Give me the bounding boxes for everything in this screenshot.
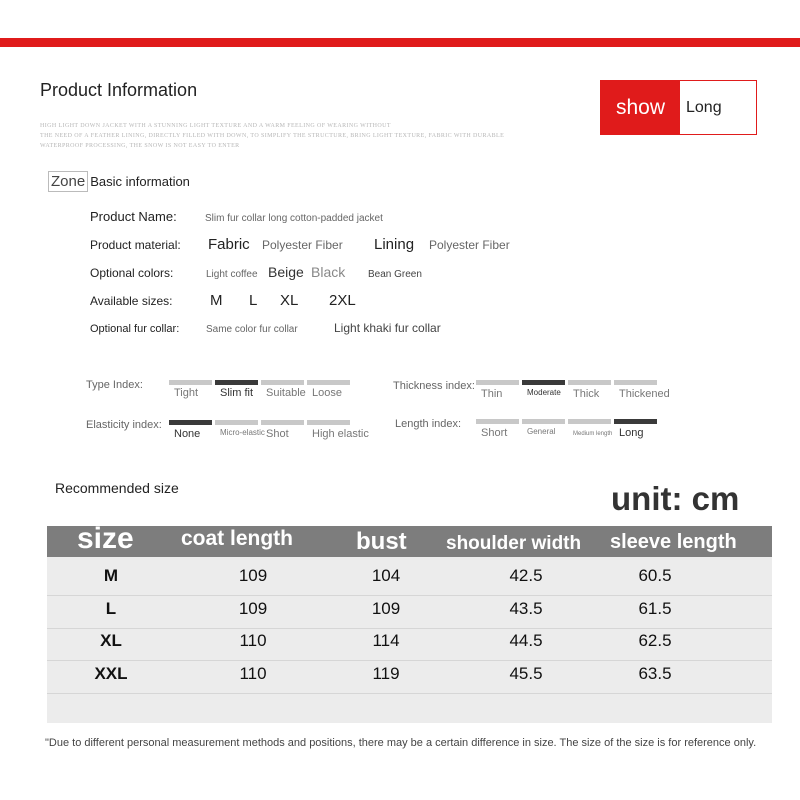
- elasticity-index-option: High elastic: [312, 428, 369, 440]
- product-name-label: Product Name:: [90, 209, 177, 224]
- zone-box: Zone: [48, 171, 88, 192]
- thickness-index-bar: [568, 380, 611, 385]
- row-divider: [47, 693, 772, 694]
- show-long-badge: [600, 80, 757, 135]
- length-index-option: Short: [481, 427, 508, 439]
- measurement-cell: 63.5: [638, 663, 672, 683]
- long-label: Long: [686, 98, 722, 116]
- type-index-bar: [215, 380, 258, 385]
- color-option: Light coffee: [206, 269, 258, 280]
- measurement-cell: 104: [371, 566, 401, 585]
- measurement-cell: 61.5: [638, 598, 672, 618]
- header-coat-length: coat length: [181, 527, 294, 550]
- thickness-index-option: Moderate: [527, 388, 561, 397]
- size-option: L: [249, 292, 258, 309]
- elasticity-index-option: None: [174, 428, 201, 440]
- product-name-row: [90, 209, 383, 224]
- top-red-bar: [0, 38, 800, 47]
- thickness-index-label: Thickness index:: [393, 380, 475, 392]
- type-index-option: Loose: [312, 387, 342, 399]
- header-sleeve-length: sleeve length: [610, 531, 737, 553]
- type-index-label: Type Index:: [86, 379, 143, 391]
- type-index-option: Slim fit: [220, 387, 253, 399]
- colors-label: Optional colors:: [90, 266, 174, 280]
- type-index-bar: [169, 380, 212, 385]
- row-divider: [47, 628, 772, 629]
- unit-label: unit: cm: [611, 480, 740, 517]
- elasticity-index-bar: [261, 420, 304, 425]
- footnote: "Due to different personal measurement methods and positions, there may be a certain difference in size. The size of the size is for reference only.: [45, 737, 757, 749]
- type-index-bar: [307, 380, 350, 385]
- fabric-label: Fabric: [208, 236, 250, 253]
- measurement-cell: 42.5: [509, 566, 543, 585]
- elasticity-index-bar: [307, 420, 350, 425]
- size-cell: XXL: [94, 663, 128, 683]
- material-label: Product material:: [90, 238, 181, 252]
- length-index-label: Length index:: [395, 418, 462, 430]
- basic-info-heading: [48, 171, 190, 192]
- recommended-size-title: Recommended size: [55, 480, 179, 496]
- size-cell: XL: [100, 631, 122, 650]
- page-subtitle: [40, 121, 550, 151]
- elasticity-index-bar: [169, 420, 212, 425]
- measurement-cell: 109: [371, 598, 401, 618]
- subtitle-line: WATERPROOF PROCESSING, THE SNOW IS NOT EASY TO ENTER: [40, 143, 240, 149]
- size-table-header: [47, 522, 772, 557]
- measurement-cell: 110: [239, 631, 267, 650]
- sizes-row: [90, 292, 356, 309]
- elasticity-index-option: Shot: [266, 428, 289, 440]
- measurement-cell: 110: [239, 663, 267, 683]
- zone-label: Basic information: [90, 174, 190, 189]
- fabric-value: Polyester Fiber: [262, 238, 343, 252]
- row-divider: [47, 660, 772, 661]
- length-index-bar: [568, 419, 611, 424]
- row-divider: [47, 595, 772, 596]
- header-bust: bust: [356, 528, 407, 555]
- length-index-bar: [522, 419, 565, 424]
- sizes-label: Available sizes:: [90, 294, 173, 308]
- type-index-option: Suitable: [266, 387, 306, 399]
- thickness-index-option: Thin: [481, 388, 503, 400]
- size-cell: L: [105, 598, 117, 618]
- type-index-option: Tight: [174, 387, 199, 399]
- length-index-bar: [614, 419, 657, 424]
- colors-row: [90, 264, 422, 280]
- measurement-cell: 45.5: [509, 663, 543, 683]
- subtitle-line: THE NEED OF A FEATHER LINING, DIRECTLY FILLED WITH DOWN, TO SIMPLIFY THE STRUCTURE, BRING LIGHT TEXTURE, FABRIC WITH DURABLE: [40, 133, 505, 139]
- fur-collar-option: Light khaki fur collar: [334, 321, 441, 335]
- length-index-bar: [476, 419, 519, 424]
- elasticity-index-option: Micro-elastic: [220, 428, 265, 437]
- fur-collar-option: Same color fur collar: [206, 324, 298, 335]
- length-index-option: General: [527, 427, 556, 436]
- measurement-cell: 109: [238, 598, 268, 618]
- subtitle-line: HIGH LIGHT DOWN JACKET WITH A STUNNING LIGHT TEXTURE AND A WARM FEELING OF WEARING WITHOUT: [40, 123, 391, 129]
- size-cell: M: [103, 566, 119, 585]
- type-index-bar: [261, 380, 304, 385]
- measurement-cell: 44.5: [509, 631, 543, 650]
- thickness-index-option: Thickened: [619, 388, 670, 400]
- measurement-cell: 62.5: [638, 631, 672, 650]
- header-shoulder-width: shoulder width: [446, 533, 582, 554]
- thickness-index-bar: [476, 380, 519, 385]
- thickness-index-bar: [522, 380, 565, 385]
- size-option: 2XL: [329, 292, 356, 309]
- size-option: M: [210, 292, 223, 309]
- thickness-index-option: Thick: [573, 388, 600, 400]
- measurement-cell: 109: [238, 566, 268, 585]
- color-option: Black: [311, 264, 346, 280]
- measurement-cell: 114: [372, 631, 400, 650]
- elasticity-index-bar: [215, 420, 258, 425]
- lining-label: Lining: [374, 236, 415, 253]
- size-table: [47, 522, 772, 723]
- length-index-option: Medium length: [573, 431, 613, 437]
- fur-collar-label: Optional fur collar:: [90, 323, 180, 335]
- product-name-value: Slim fur collar long cotton-padded jacket: [205, 213, 383, 224]
- measurement-cell: 60.5: [638, 566, 672, 585]
- measurement-cell: 43.5: [509, 598, 543, 618]
- show-label: show: [601, 81, 680, 134]
- fur-collar-row: [90, 321, 441, 335]
- material-row: [90, 236, 510, 253]
- color-option: Bean Green: [368, 269, 422, 280]
- thickness-index-bar: [614, 380, 657, 385]
- lining-value: Polyester Fiber: [429, 238, 510, 252]
- page-title: Product Information: [40, 80, 198, 100]
- elasticity-index-label: Elasticity index:: [86, 419, 162, 431]
- length-index-option: Long: [619, 427, 644, 439]
- header-size: size: [77, 522, 134, 555]
- color-option: Beige: [268, 264, 304, 280]
- size-option: XL: [280, 292, 299, 309]
- measurement-cell: 119: [372, 663, 400, 683]
